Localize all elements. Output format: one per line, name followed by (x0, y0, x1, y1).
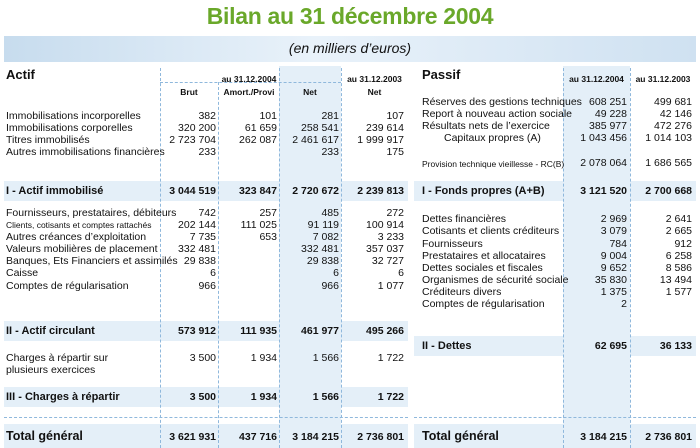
cell-amort: 323 847 (239, 185, 277, 197)
cell-amort: 1 934 (250, 391, 277, 403)
cell-brut: 332 481 (178, 243, 216, 255)
cell-2004: 1 043 456 (580, 132, 627, 144)
row-label: Banques, Ets Financiers et assimilés (6, 255, 178, 267)
cell-net-2004: 6 (333, 267, 339, 279)
col-net-2003: Net (367, 87, 382, 97)
cell-2003: 13 494 (659, 274, 692, 286)
passif-heading: Passif (422, 67, 461, 82)
cell-2003: 2 700 668 (645, 185, 692, 197)
row-label: Dettes sociales et fiscales (422, 262, 543, 274)
row-label: Fournisseurs (422, 238, 483, 250)
cell-2004: 2 969 (600, 213, 627, 225)
cell-brut: 7 735 (189, 231, 216, 243)
cell-2003: 1 014 103 (645, 132, 692, 144)
cell-2003: 36 133 (659, 340, 692, 352)
col-net-2004: Net (303, 87, 317, 97)
cell-net-2003: 272 (386, 207, 404, 219)
cell-amort: 111 025 (240, 219, 277, 231)
row-label: Total général (422, 429, 499, 443)
cell-2003: 2 736 801 (645, 431, 692, 443)
cell-2003: 2 665 (665, 225, 692, 237)
row-label-continued: plusieurs exercices (6, 364, 96, 376)
cell-2004: 3 184 215 (580, 431, 627, 443)
row-label: II - Dettes (422, 340, 472, 352)
cell-net-2004: 485 (321, 207, 339, 219)
cell-2003: 499 681 (654, 96, 692, 108)
cell-brut: 6 (210, 267, 216, 279)
row-label: Comptes de régularisation (6, 280, 129, 292)
cell-2003: 42 146 (659, 108, 692, 120)
row-label: Créditeurs divers (422, 286, 502, 298)
row-label: Autres créances d’exploitation (6, 231, 147, 243)
cell-brut: 3 044 519 (169, 185, 216, 197)
cell-2004: 608 251 (589, 96, 627, 108)
cell-net-2003: 357 037 (366, 243, 404, 255)
cell-2004: 9 652 (600, 262, 627, 274)
row-label: Organismes de sécurité sociale (422, 274, 569, 286)
cell-amort: 653 (259, 231, 277, 243)
row-label: Résultats nets de l’exercice (422, 120, 550, 132)
cell-2003: 8 586 (665, 262, 692, 274)
cell-net-2004: 2 461 617 (292, 134, 339, 146)
cell-brut: 966 (198, 280, 216, 292)
actif-heading: Actif (6, 67, 35, 82)
cell-amort: 437 716 (239, 431, 277, 443)
cell-amort: 257 (259, 207, 277, 219)
cell-brut: 320 200 (178, 122, 216, 134)
page-title: Bilan au 31 décembre 2004 (206, 3, 494, 29)
row-label: Provision technique vieillesse - RC(B) (422, 159, 565, 169)
cell-amort: 101 (259, 110, 277, 122)
cell-2004: 9 004 (600, 250, 627, 262)
cell-net-2004: 3 184 215 (292, 431, 339, 443)
cell-2004: 3 121 520 (580, 185, 627, 197)
cell-2004: 2 (621, 298, 627, 310)
row-label: Report à nouveau action sociale (422, 108, 573, 120)
cell-net-2003: 3 233 (377, 231, 404, 243)
cell-net-2003: 495 266 (366, 325, 404, 337)
cell-net-2004: 7 082 (312, 231, 339, 243)
row-label: Fournisseurs, prestataires, débiteurs (6, 207, 177, 219)
period-2003: au 31.12.2003 (635, 74, 691, 84)
col-brut: Brut (180, 87, 198, 97)
cell-net-2003: 239 614 (366, 122, 404, 134)
cell-brut: 2 723 704 (169, 134, 216, 146)
cell-brut: 573 912 (178, 325, 216, 337)
cell-net-2004: 966 (321, 280, 339, 292)
row-label: Réserves des gestions techniques (422, 96, 582, 108)
cell-net-2004: 258 541 (301, 122, 339, 134)
row-label: Cotisants et clients créditeurs (422, 225, 560, 237)
cell-brut: 382 (198, 110, 216, 122)
row-label: Prestataires et allocataires (422, 250, 546, 262)
cell-2003: 1 686 565 (645, 157, 692, 169)
cell-brut: 233 (198, 146, 216, 158)
row-label: Immobilisations corporelles (6, 122, 133, 134)
row-label: Comptes de régularisation (422, 298, 545, 310)
cell-net-2003: 107 (386, 110, 404, 122)
cell-2004: 62 695 (594, 340, 627, 352)
cell-2003: 2 641 (665, 213, 692, 225)
cell-2003: 1 577 (665, 286, 692, 298)
cell-2003: 912 (674, 238, 692, 250)
cell-net-2004: 91 119 (307, 219, 339, 231)
cell-net-2004: 2 720 672 (292, 185, 339, 197)
cell-brut: 3 500 (189, 391, 216, 403)
row-label: Titres immobilisés (6, 134, 90, 146)
cell-2003: 6 258 (665, 250, 692, 262)
row-label: Capitaux propres (A) (444, 132, 541, 144)
row-label: Autres immobilisations financières (6, 146, 165, 158)
cell-brut: 3 621 931 (169, 431, 216, 443)
cell-net-2004: 1 566 (312, 352, 339, 364)
cell-net-2003: 2 239 813 (357, 185, 404, 197)
cell-net-2004: 281 (321, 110, 339, 122)
cell-net-2003: 1 722 (377, 391, 404, 403)
cell-2004: 784 (609, 238, 627, 250)
cell-brut: 29 838 (183, 255, 216, 267)
cell-2003: 472 276 (654, 120, 692, 132)
row-label: Valeurs mobilières de placement (6, 243, 158, 255)
cell-net-2003: 32 727 (371, 255, 404, 267)
page-subtitle: (en milliers d’euros) (288, 40, 412, 56)
cell-brut: 202 144 (178, 219, 216, 231)
cell-brut: 742 (198, 207, 216, 219)
row-label: Total général (6, 429, 83, 443)
cell-net-2003: 175 (386, 146, 404, 158)
row-label: II - Actif circulant (6, 325, 95, 337)
row-label: Clients, cotisants et comptes rattachés (6, 220, 152, 230)
cell-2004: 3 079 (600, 225, 627, 237)
cell-brut: 3 500 (189, 352, 216, 364)
cell-net-2004: 29 838 (306, 255, 339, 267)
col-amort: Amort./Provi (223, 87, 275, 97)
cell-net-2003: 2 736 801 (357, 431, 404, 443)
cell-2004: 49 228 (594, 108, 627, 120)
period-2003: au 31.12.2003 (347, 74, 402, 84)
cell-net-2004: 1 566 (312, 391, 339, 403)
cell-net-2003: 1 077 (377, 280, 404, 292)
total-divider (4, 417, 408, 418)
total-divider (414, 417, 696, 418)
cell-net-2004: 233 (321, 146, 339, 158)
row-label: Immobilisations incorporelles (6, 110, 141, 122)
row-label: I - Fonds propres (A+B) (422, 185, 545, 197)
cell-net-2004: 461 977 (301, 325, 339, 337)
row-label: Caisse (6, 267, 39, 279)
cell-2004: 35 830 (594, 274, 627, 286)
cell-net-2003: 1 722 (377, 352, 404, 364)
cell-amort: 262 087 (239, 134, 277, 146)
cell-2004: 2 078 064 (580, 157, 627, 169)
cell-net-2003: 6 (398, 267, 404, 279)
actif-table (4, 66, 408, 448)
cell-2004: 385 977 (589, 120, 627, 132)
row-label: Dettes financières (422, 213, 507, 225)
cell-amort: 61 659 (244, 122, 277, 134)
row-label: III - Charges à répartir (6, 391, 120, 403)
row-label: Charges à répartir sur (6, 352, 109, 364)
row-label: I - Actif immobilisé (6, 185, 104, 197)
cell-amort: 1 934 (250, 352, 277, 364)
passif-table (414, 66, 696, 448)
cell-net-2004: 332 481 (301, 243, 339, 255)
period-2004: au 31.12.2004 (221, 74, 277, 84)
cell-net-2003: 1 999 917 (357, 134, 404, 146)
period-2004: au 31.12.2004 (569, 74, 624, 84)
cell-2004: 1 375 (600, 286, 627, 298)
cell-amort: 111 935 (240, 325, 277, 337)
cell-net-2003: 100 914 (366, 219, 404, 231)
